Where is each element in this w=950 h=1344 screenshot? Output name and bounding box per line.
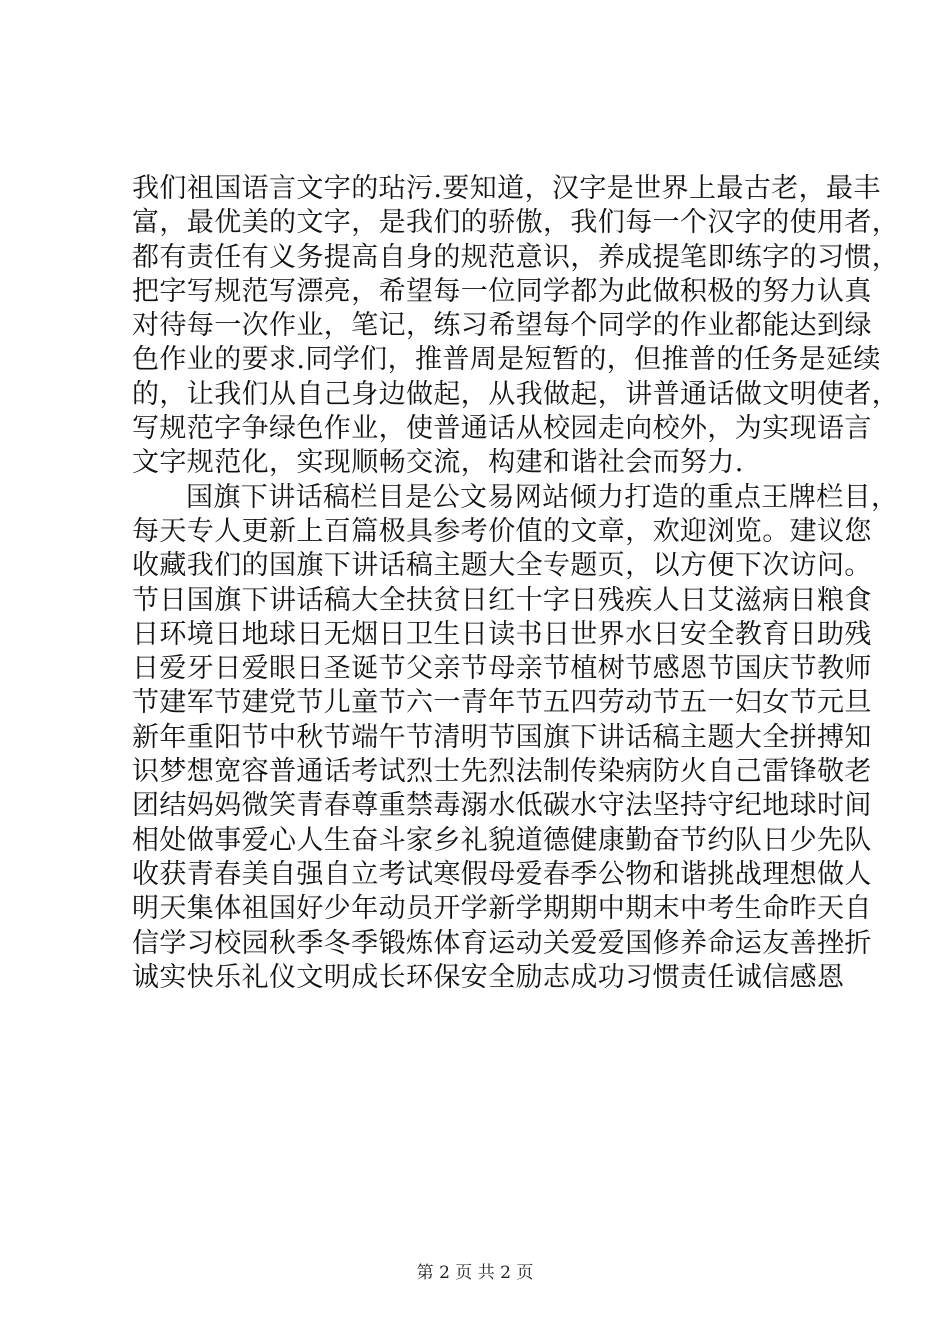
- text-line: 信学习校园秋季冬季锻炼体育运动关爱爱国修养命运友善挫折: [132, 927, 872, 959]
- text-line: 收藏我们的国旗下讲话稿主题大全专题页，以方便下次访问。: [132, 550, 872, 582]
- text-line: 新年重阳节中秋节端午节清明节国旗下讲话稿主题大全拼搏知: [132, 721, 872, 753]
- page-number-footer: 第 2 页 共 2 页: [416, 1263, 534, 1283]
- text-line: 的，让我们从自己身边做起，从我做起，讲普通话做文明使者，: [132, 378, 900, 410]
- text-line: 富，最优美的文字，是我们的骄傲，我们每一个汉字的使用者，: [132, 207, 900, 239]
- text-line: 团结妈妈微笑青春尊重禁毒溺水低碳水守法坚持守纪地球时间: [132, 790, 872, 822]
- text-line: 文字规范化，实现顺畅交流，构建和谐社会而努力.: [132, 447, 744, 479]
- text-line: 对待每一次作业，笔记，练习希望每个同学的作业都能达到绿: [132, 310, 872, 342]
- text-line: 节日国旗下讲话稿大全扶贫日红十字日残疾人日艾滋病日粮食: [132, 584, 872, 616]
- text-line: 诚实快乐礼仪文明成长环保安全励志成功习惯责任诚信感恩: [132, 961, 845, 993]
- text-line: 把字写规范写漂亮，希望每一位同学都为此做积极的努力认真: [132, 275, 872, 307]
- text-line: 节建军节建党节儿童节六一青年节五四劳动节五一妇女节元旦: [132, 687, 872, 719]
- text-line: 日爱牙日爱眼日圣诞节父亲节母亲节植树节感恩节国庆节教师: [132, 653, 872, 685]
- text-line: 都有责任有义务提高自身的规范意识，养成提笔即练字的习惯，: [132, 241, 900, 273]
- body-text: [132, 172, 900, 995]
- text-line: 色作业的要求.同学们，推普周是短暂的，但推普的任务是延续: [132, 344, 881, 376]
- text-line: 日环境日地球日无烟日卫生日读书日世界水日安全教育日助残: [132, 618, 872, 650]
- text-line: 明天集体祖国好少年动员开学新学期期中期末中考生命昨天自: [132, 893, 872, 925]
- text-line: 识梦想宽容普通话考试烈士先烈法制传染病防火自己雷锋敬老: [132, 756, 872, 788]
- text-line: 我们祖国语言文字的玷污.要知道，汉字是世界上最古老，最丰: [132, 173, 881, 204]
- text-line: 相处做事爱心人生奋斗家乡礼貌道德健康勤奋节约队日少先队: [132, 824, 872, 856]
- paragraph-start-line: 国旗下讲话稿栏目是公文易网站倾力打造的重点王牌栏目，: [186, 481, 899, 513]
- text-line: 写规范字争绿色作业，使普通话从校园走向校外，为实现语言: [132, 413, 872, 445]
- text-line: 收获青春美自强自立考试寒假母爱春季公物和谐挑战理想做人: [132, 858, 872, 890]
- text-line: 每天专人更新上百篇极具参考价值的文章，欢迎浏览。建议您: [132, 515, 872, 547]
